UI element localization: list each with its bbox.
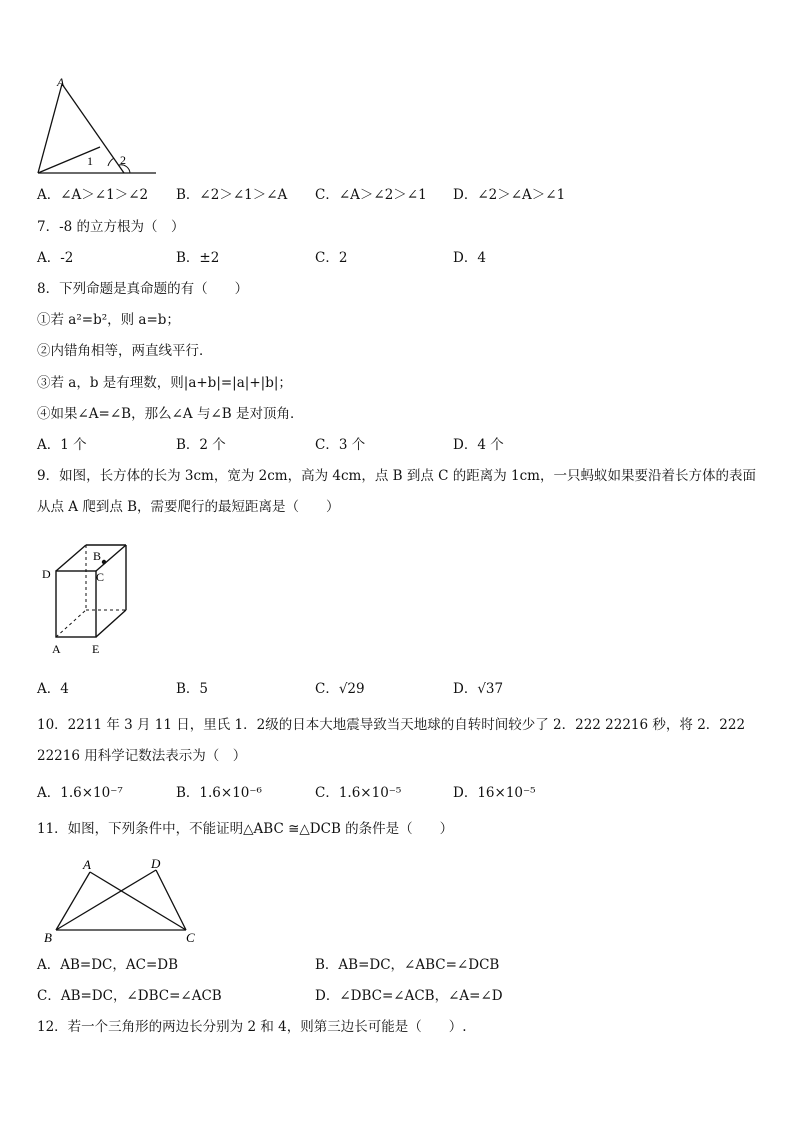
q8-item-2: ②内错角相等，两直线平行． <box>37 343 213 359</box>
q11-option-a[interactable]: A．AB=DC，AC=DB <box>37 957 179 973</box>
q9-stem-line-1: 9．如图，长方体的长为 3cm，宽为 2cm，高为 4cm，点 B 到点 C 的距离为 1cm，一只蚂蚁如果要沿着长方体的表面 <box>37 468 756 484</box>
q8-option-d[interactable]: D．4 个 <box>453 437 504 453</box>
q7-stem: 7．-8 的立方根为（ ） <box>37 219 185 235</box>
q8-stem: 8．下列命题是真命题的有（ ） <box>37 281 249 297</box>
q6-option-a[interactable]: A．∠A＞∠1＞∠2 <box>37 187 149 203</box>
q8-option-c[interactable]: C．3 个 <box>315 437 366 453</box>
q10-option-c[interactable]: C．1.6×10⁻⁵ <box>315 785 402 801</box>
q9-option-b[interactable]: B．5 <box>176 681 209 697</box>
q6-option-b[interactable]: B．∠2＞∠1＞∠A <box>176 187 288 203</box>
q11-option-d[interactable]: D．∠DBC=∠ACB，∠A=∠D <box>315 988 503 1004</box>
q8-option-a[interactable]: A．1 个 <box>37 437 87 453</box>
q6-option-d[interactable]: D．∠2＞∠A＞∠1 <box>453 187 566 203</box>
vertex-a-label: A <box>57 76 65 89</box>
point-b-label: B <box>93 549 102 563</box>
q7-option-b[interactable]: B．±2 <box>176 250 220 266</box>
q11-stem: 11．如图，下列条件中，不能证明△ABC ≅△DCB 的条件是（ ） <box>37 821 454 837</box>
q8-item-3: ③若 a，b 是有理数，则|a+b|=|a|+|b|； <box>37 375 292 391</box>
q8-option-b[interactable]: B．2 个 <box>176 437 226 453</box>
q10-option-d[interactable]: D．16×10⁻⁵ <box>453 785 536 801</box>
point-e-label: E <box>92 642 100 656</box>
q11-option-b[interactable]: B．AB=DC，∠ABC=∠DCB <box>315 957 500 973</box>
q7-option-a[interactable]: A．-2 <box>37 250 74 266</box>
point-d-label: D <box>42 567 51 581</box>
q9-option-c[interactable]: C．√29 <box>315 681 365 697</box>
vertex-a-label: A <box>83 857 91 872</box>
angle-2-label: 2 <box>120 153 126 167</box>
point-c-label: C <box>96 570 105 584</box>
q10-stem-line-2: 22216 用科学记数法表示为（ ） <box>37 748 247 764</box>
q11-option-c[interactable]: C．AB=DC，∠DBC=∠ACB <box>37 988 222 1004</box>
q10-stem-line-1: 10．2211 年 3 月 11 日，里氏 1．2级的日本大地震导致当天地球的自转时间较少了 2．222 22216 秒，将 2．222 <box>37 717 746 733</box>
cuboid-figure-q9 <box>38 538 138 658</box>
q9-option-d[interactable]: D．√37 <box>453 681 504 697</box>
q7-option-c[interactable]: C．2 <box>315 250 348 266</box>
triangle-figure-q6 <box>30 76 165 180</box>
q8-item-1: ①若 a²=b²，则 a=b； <box>37 312 180 328</box>
vertex-d-label: D <box>151 856 161 871</box>
q7-option-d[interactable]: D．4 <box>453 250 486 266</box>
q10-option-a[interactable]: A．1.6×10⁻⁷ <box>37 785 123 801</box>
q9-stem-line-2: 从点 A 爬到点 B，需要爬行的最短距离是（ ） <box>37 499 340 515</box>
q10-option-b[interactable]: B．1.6×10⁻⁶ <box>176 785 262 801</box>
vertex-b-label: B <box>44 930 52 945</box>
q9-option-a[interactable]: A．4 <box>37 681 69 697</box>
q8-item-4: ④如果∠A=∠B，那么∠A 与∠B 是对顶角． <box>37 406 304 422</box>
vertex-c-label: C <box>186 930 195 945</box>
point-a-label: A <box>52 642 61 656</box>
q6-option-c[interactable]: C．∠A＞∠2＞∠1 <box>315 187 427 203</box>
q12-stem: 12．若一个三角形的两边长分别为 2 和 4，则第三边长可能是（ ）. <box>37 1019 467 1035</box>
triangles-figure-q11 <box>36 852 206 946</box>
angle-1-label: 1 <box>87 154 93 168</box>
